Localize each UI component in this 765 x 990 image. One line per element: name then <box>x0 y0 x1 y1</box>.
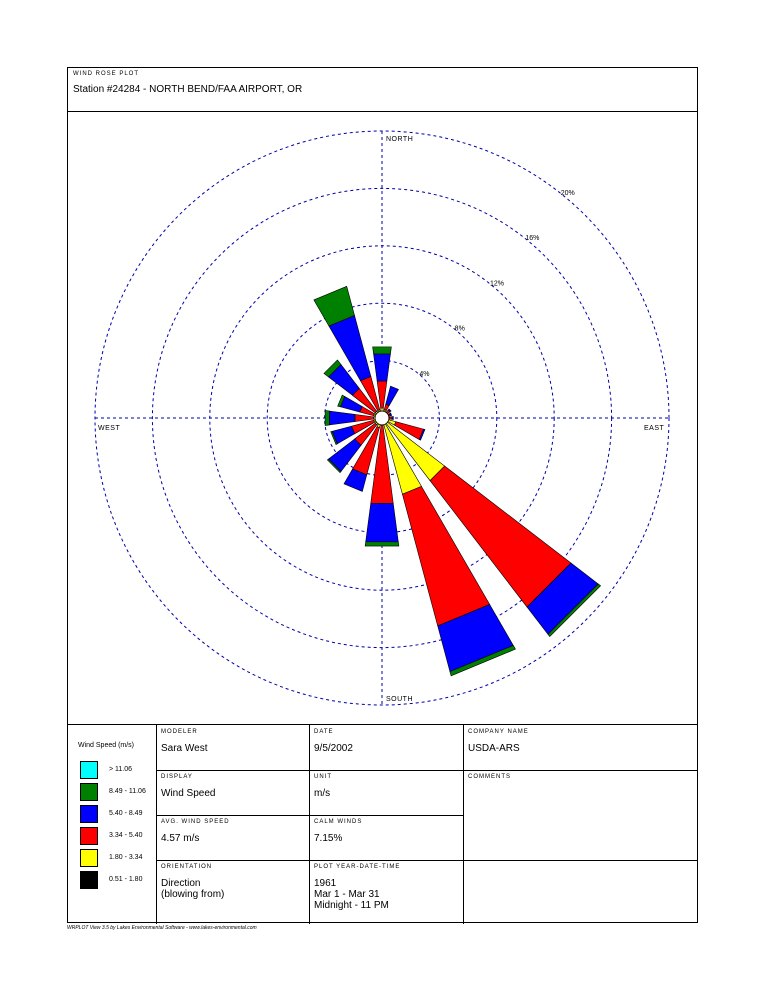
comments-label: COMMENTS <box>468 774 511 780</box>
legend-title: Wind Speed (m/s) <box>78 742 135 749</box>
display-label: DISPLAY <box>161 774 193 780</box>
petal-W-bin4 <box>325 411 329 426</box>
display-cell <box>156 770 309 815</box>
orientation-value <box>161 878 224 900</box>
petal-N-bin3 <box>374 354 391 381</box>
comments-cell <box>463 770 697 860</box>
petal-N-bin1 <box>381 408 384 411</box>
ring-label: 20% <box>560 189 575 197</box>
ring-label: 12% <box>490 280 505 288</box>
plot-caption: WIND ROSE PLOT <box>73 71 140 77</box>
petal-N-bin4 <box>373 347 392 354</box>
date-label: DATE <box>314 729 334 735</box>
wind-rose-chart <box>68 112 697 724</box>
legend-label: > 11.06 <box>109 766 133 773</box>
calm-cell <box>309 815 463 860</box>
petal-NNE-bin3 <box>386 386 399 405</box>
plot-time-line2: Mar 1 - Mar 31 <box>314 889 380 900</box>
station-title: Station #24284 - NORTH BEND/FAA AIRPORT, OR <box>73 84 303 95</box>
blank-cell <box>463 860 697 924</box>
report-frame <box>67 67 698 923</box>
modeler-value: Sara West <box>161 743 208 754</box>
display-value: Wind Speed <box>161 788 216 799</box>
compass-north: NORTH <box>386 136 414 143</box>
legend-label: 8.49 - 11.06 <box>109 788 146 795</box>
plot-time-cell <box>309 860 463 924</box>
calm-value: 7.15% <box>314 833 343 844</box>
legend-label: 3.34 - 5.40 <box>109 832 143 839</box>
legend-swatch <box>80 805 98 823</box>
petal-S-bin3 <box>366 503 399 541</box>
ring-label: 4% <box>419 370 430 378</box>
wind-rose-area <box>68 112 697 725</box>
legend-swatch <box>80 871 98 889</box>
plot-time-value <box>314 878 389 911</box>
plot-time-line1: 1961 <box>314 878 337 889</box>
plot-header <box>68 68 697 112</box>
legend-swatch <box>80 827 98 845</box>
plot-time-line3: Midnight - 11 PM <box>314 900 389 911</box>
avg-wind-cell <box>156 815 309 860</box>
legend-swatch <box>80 783 98 801</box>
calm-label: CALM WINDS <box>314 819 363 825</box>
legend <box>68 725 156 924</box>
modeler-label: MODELER <box>161 729 198 735</box>
company-label: COMPANY NAME <box>468 729 529 735</box>
info-panel <box>68 725 697 924</box>
orientation-cell <box>156 860 309 924</box>
avg-wind-label: AVG. WIND SPEED <box>161 819 230 825</box>
modeler-cell <box>156 725 309 770</box>
unit-cell <box>309 770 463 815</box>
date-cell <box>309 725 463 770</box>
avg-wind-value: 4.57 m/s <box>161 833 200 844</box>
ring-label: 8% <box>454 325 465 333</box>
orientation-label: ORIENTATION <box>161 864 213 870</box>
legend-swatch <box>80 761 98 779</box>
petal-W-bin3 <box>329 411 355 425</box>
unit-value: m/s <box>314 788 331 799</box>
legend-label: 1.80 - 3.34 <box>109 854 143 861</box>
compass-west: WEST <box>98 425 121 432</box>
ring-label: 16% <box>525 235 540 243</box>
compass-south: SOUTH <box>386 696 413 703</box>
orientation-line1: Direction <box>161 878 201 889</box>
petal-E-bin2 <box>389 417 392 420</box>
company-value: USDA-ARS <box>468 743 520 754</box>
petal-N-bin2 <box>377 381 387 408</box>
petal-W-bin2 <box>355 414 373 421</box>
orientation-line2: (blowing from) <box>161 889 225 900</box>
petal-S-bin4 <box>365 542 399 546</box>
plot-time-label: PLOT YEAR-DATE-TIME <box>314 864 401 870</box>
legend-label: 5.40 - 8.49 <box>109 810 143 817</box>
legend-swatch <box>80 849 98 867</box>
footer-credit: WRPLOT View 3.5 by Lakes Environmental Software - www.lakes-environmental.com <box>67 925 257 931</box>
compass-east: EAST <box>644 425 665 432</box>
unit-label: UNIT <box>314 774 332 780</box>
date-value: 9/5/2002 <box>314 743 353 754</box>
legend-label: 0.51 - 1.80 <box>109 876 143 883</box>
petal-E-bin3 <box>392 417 393 420</box>
company-cell <box>463 725 697 770</box>
